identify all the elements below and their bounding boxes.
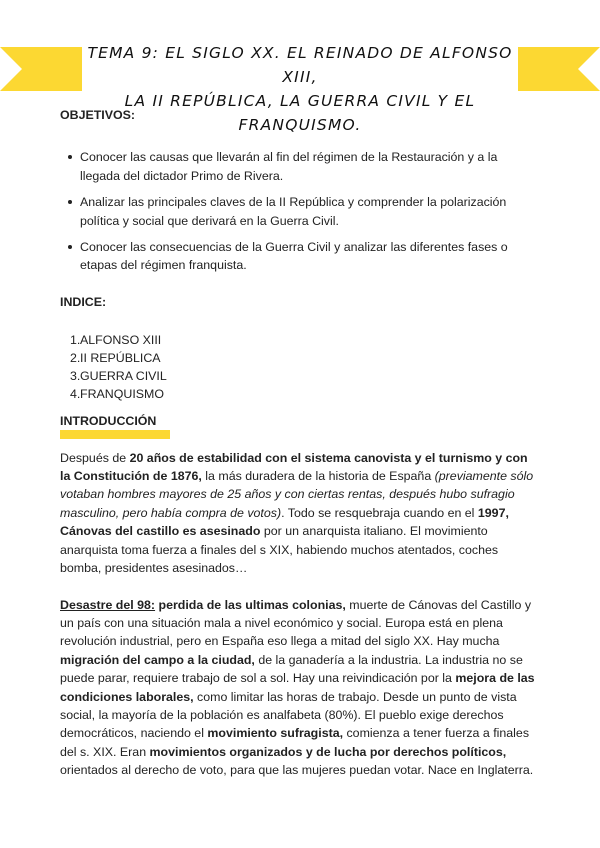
index-heading: INDICE: <box>60 294 107 309</box>
bold-text: migración del campo a la ciudad, <box>60 652 255 667</box>
bold-text: perdida de las ultimas colonias, <box>158 597 346 612</box>
objective-item: Conocer las consecuencias de la Guerra Civil y analizar las diferentes fases o etapas del régimen franquista. <box>60 238 538 275</box>
title-line-2: LA II REPÚBLICA, LA GUERRA CIVIL Y EL FRANQUISMO. <box>124 92 476 134</box>
left-ribbon-decoration <box>0 47 82 91</box>
index-label: GUERRA CIVIL <box>80 369 167 384</box>
bold-text: mejora de las condiciones laborales, <box>60 671 535 704</box>
text-run: orientados al derecho de voto, para que las mujeres puedan votar. Nace en Inglaterra. <box>60 763 534 778</box>
text-run: Después de <box>60 450 130 465</box>
index-item <box>60 385 538 403</box>
title-line-1: TEMA 9: EL SIGLO XX. EL REINADO DE ALFONSO XIII, <box>87 44 513 86</box>
index-number: 3. <box>70 369 81 384</box>
intro-paragraph-2 <box>60 596 538 780</box>
text-run: . Todo se resquebraja cuando en el <box>281 505 478 520</box>
objectives-list <box>60 148 538 274</box>
index-item <box>60 367 538 385</box>
index-list <box>60 331 538 403</box>
bold-text: movimiento sufragista, <box>207 726 344 741</box>
index-item <box>60 349 538 367</box>
introduction-heading-wrap <box>60 412 170 438</box>
index-label: II REPÚBLICA <box>80 351 161 366</box>
index-label: FRANQUISMO <box>80 387 164 402</box>
index-number: 4. <box>70 387 81 402</box>
text-run: la más duradera de la historia de España <box>201 469 435 484</box>
objectives-heading: OBJETIVOS: <box>60 108 136 122</box>
index-number: 1. <box>70 333 81 348</box>
index-number: 2. <box>70 351 81 366</box>
index-label: ALFONSO XIII <box>80 333 162 348</box>
index-item <box>60 331 538 349</box>
heading-highlight-bar <box>60 430 170 439</box>
bold-text: 1997, Cánovas del castillo es asesinado <box>60 505 509 539</box>
objective-item: Analizar las principales claves de la II República y comprender la polarización política y social que derivará en la Guerra Civil. <box>60 193 538 230</box>
text-run: comienza a tener fuerza a finales del s. XIX. Eran <box>60 726 530 759</box>
right-ribbon-decoration <box>518 47 600 91</box>
bold-text: 20 años de estabilidad con el sistema canovista y el turnismo y con la Constitución de 1876, <box>60 450 528 484</box>
text-run: por un anarquista italiano. El movimiento anarquista toma fuerza a finales del s XIX, habiendo muchos atentados, coches bomba, presidentes asesinados… <box>60 524 499 576</box>
text-run: muerte de Cánovas del Castillo y un país con una situación mala a nivel económico y social. Europa está en plena revolución industrial, pero en España eso llega a mitad del siglo XX. Hay mucha <box>60 597 532 649</box>
intro-paragraph-1 <box>60 449 538 578</box>
text-run: de la ganadería a la industria. La industria no se puede parar, requiere trabajo de sol a sol. Hay una reivindicación por la <box>60 652 523 686</box>
text-run: como limitar las horas de trabajo. Desde un punto de vista social, la mayoría de la población es analfabeta (80%). El pueblo exige derechos democráticos, naciendo el <box>60 689 517 741</box>
italic-text: (previamente sólo votaban hombres mayores de 25 años y con ciertas rentas, después hubo sufragio masculino, pero había compra de votos) <box>60 469 534 520</box>
introduction-heading: INTRODUCCIÓN <box>60 414 157 429</box>
underlined-bold-text: Desastre del 98: <box>60 597 156 612</box>
bold-text: movimientos organizados y de lucha por derechos políticos, <box>149 744 507 759</box>
document-body <box>60 106 538 780</box>
objective-item: Conocer las causas que llevarán al fin del régimen de la Restauración y a la llegada del dictador Primo de Rivera. <box>60 148 538 185</box>
